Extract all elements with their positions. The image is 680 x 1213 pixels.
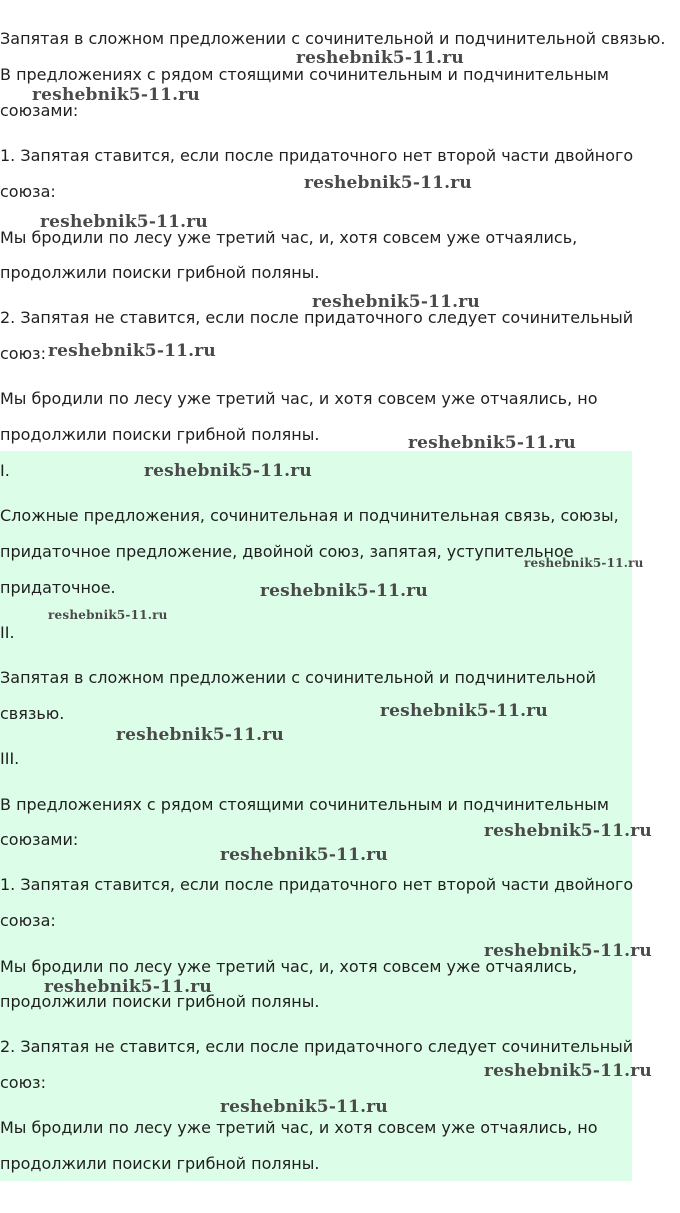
example-line: продолжили поиски грибной поляны.: [0, 263, 320, 282]
watermark: reshebnik5-11.ru: [40, 212, 208, 232]
example-line: продолжили поиски грибной поляны.: [0, 992, 320, 1011]
watermark: reshebnik5-11.ru: [296, 48, 464, 68]
intro-line: союзами:: [0, 830, 79, 849]
watermark: reshebnik5-11.ru: [408, 433, 576, 453]
rule-line: 2. Запятая не ставится, если после придаточного следует сочинительный: [0, 308, 634, 327]
watermark: reshebnik5-11.ru: [48, 341, 216, 361]
rule-line: союз:: [0, 1073, 46, 1092]
watermark: reshebnik5-11.ru: [484, 821, 652, 841]
keywords-line: придаточное.: [0, 578, 116, 597]
watermark: reshebnik5-11.ru: [220, 1097, 388, 1117]
example-line: Мы бродили по лесу уже третий час, и, хотя совсем уже отчаялись,: [0, 957, 578, 976]
watermark: reshebnik5-11.ru: [220, 845, 388, 865]
keywords-line: придаточное предложение, двойной союз, запятая, уступительное: [0, 542, 574, 561]
watermark: reshebnik5-11.ru: [48, 608, 168, 622]
watermark: reshebnik5-11.ru: [484, 1061, 652, 1081]
example-line: Мы бродили по лесу уже третий час, и хотя совсем уже отчаялись, но: [0, 1118, 598, 1137]
topic-title: Запятая в сложном предложении с сочинительной и подчинительной связью.: [0, 29, 666, 48]
watermark: reshebnik5-11.ru: [144, 461, 312, 481]
intro-line: союзами:: [0, 101, 79, 120]
rule-line: 1. Запятая ставится, если после придаточного нет второй части двойного: [0, 875, 634, 894]
section-number: III.: [0, 749, 20, 768]
watermark: reshebnik5-11.ru: [260, 581, 428, 601]
example-line: Мы бродили по лесу уже третий час, и, хотя совсем уже отчаялись,: [0, 228, 578, 247]
rule-line: союз:: [0, 344, 46, 363]
section-number: II.: [0, 623, 15, 642]
section-number: I.: [0, 461, 10, 480]
watermark: reshebnik5-11.ru: [44, 977, 212, 997]
example-line: Мы бродили по лесу уже третий час, и хотя совсем уже отчаялись, но: [0, 389, 598, 408]
rule-line: 2. Запятая не ставится, если после придаточного следует сочинительный: [0, 1037, 634, 1056]
rule-line: союза:: [0, 911, 56, 930]
example-line: продолжили поиски грибной поляны.: [0, 425, 320, 444]
title-line: Запятая в сложном предложении с сочинительной и подчинительной: [0, 668, 596, 687]
intro-line: В предложениях с рядом стоящими сочинительным и подчинительным: [0, 65, 609, 84]
title-line: связью.: [0, 704, 65, 723]
watermark: reshebnik5-11.ru: [524, 556, 644, 570]
rule-line: союза:: [0, 182, 56, 201]
watermark: reshebnik5-11.ru: [312, 292, 480, 312]
example-line: продолжили поиски грибной поляны.: [0, 1154, 320, 1173]
rule-line: 1. Запятая ставится, если после придаточного нет второй части двойного: [0, 146, 634, 165]
watermark: reshebnik5-11.ru: [304, 173, 472, 193]
keywords-line: Сложные предложения, сочинительная и подчинительная связь, союзы,: [0, 506, 619, 525]
watermark: reshebnik5-11.ru: [484, 941, 652, 961]
intro-line: В предложениях с рядом стоящими сочинительным и подчинительным: [0, 795, 609, 814]
watermark: reshebnik5-11.ru: [32, 85, 200, 105]
watermark: reshebnik5-11.ru: [380, 701, 548, 721]
watermark: reshebnik5-11.ru: [116, 725, 284, 745]
